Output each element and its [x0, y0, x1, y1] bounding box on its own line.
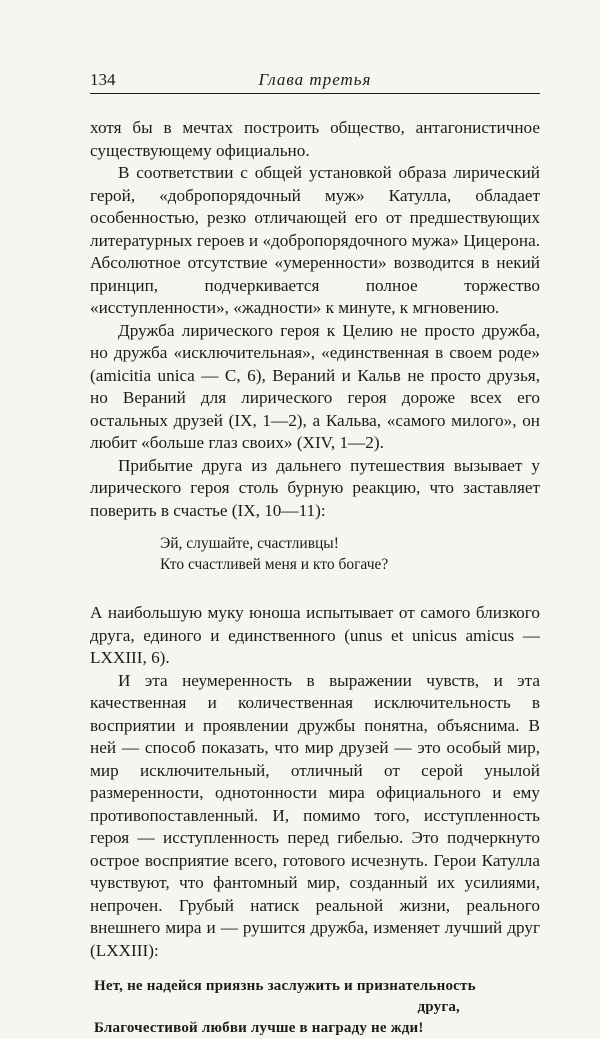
- paragraph: В соответствии с общей установкой образа лирический герой, «добропорядочный муж» Катулла, обладает особенностью, резко отличающей его от предшествующих литературных героев и «добропорядочного мужа» Цицерона. Абсолютное отсутствие «умеренности» возводится в некий принцип, подчеркивается полное торжество «исступленности», «жадности» к минуте, к мгновению.: [90, 163, 540, 317]
- poem-quote-2: [94, 976, 540, 1039]
- body-text: [90, 117, 540, 1039]
- paragraph: Прибытие друга из дальнего путешествия вызывает у лирического героя столь бурную реакцию, что заставляет поверить в счастье (IX, 10—11):: [90, 455, 540, 520]
- running-header: [90, 66, 540, 94]
- paragraph: Дружба лирического героя к Целию не просто дружба, но дружба «исключительная», «единственная в своем роде» (amicitia unica — C, 6), Вераний и Кальв не просто друзья, но Вераний для лирического героя дороже всех его остальных друзей (IX, 1—2), а Кальва, «самого милого», он любит «больше глаз своих» (XIV, 1—2).: [90, 320, 540, 452]
- paragraph-continuation: хотя бы в мечтах построить общество, антагонистичное существующему официально.: [90, 118, 540, 160]
- poem-line-continuation: друга,: [417, 999, 460, 1015]
- poem-line: Эй, слушайте, счастливцы!: [160, 535, 339, 552]
- paragraph: А наибольшую муку юноша испытывает от самого близкого друга, единого и единственного (unus et unicus amicus — LXXIII, 6).: [90, 603, 540, 667]
- poem-line: Благочестивой любви лучше в награду не жди!: [94, 1020, 424, 1036]
- paragraph: И эта неумеренность в выражении чувств, и эта качественная и количественная исключительность в восприятии и проявлении дружбы понятна, объяснима. В ней — способ показать, что мир друзей — это особый мир, мир исключительный, отличный от серой унылой размеренности, однотонности мира официального и ему противопоставленный. И, помимо того, исступленность героя — исступленность перед гибелью. Это подчеркнуто острое восприятие всего, готового исчезнуть. Герои Катулла чувствуют, что фантомный мир, созданный их усилиями, непрочен. Грубый натиск реальной жизни, реального внешнего мира и — рушится дружба, изменяет лучший друг (LXXIII):: [90, 670, 540, 960]
- poem-line: Нет, не надейся приязнь заслужить и признательность: [94, 978, 476, 994]
- poem-quote: [160, 533, 540, 575]
- poem-line: Кто счастливей меня и кто богаче?: [160, 556, 389, 573]
- chapter-title: Глава третья: [258, 70, 372, 89]
- page-number: 134: [90, 70, 116, 89]
- header-rule: [90, 93, 540, 94]
